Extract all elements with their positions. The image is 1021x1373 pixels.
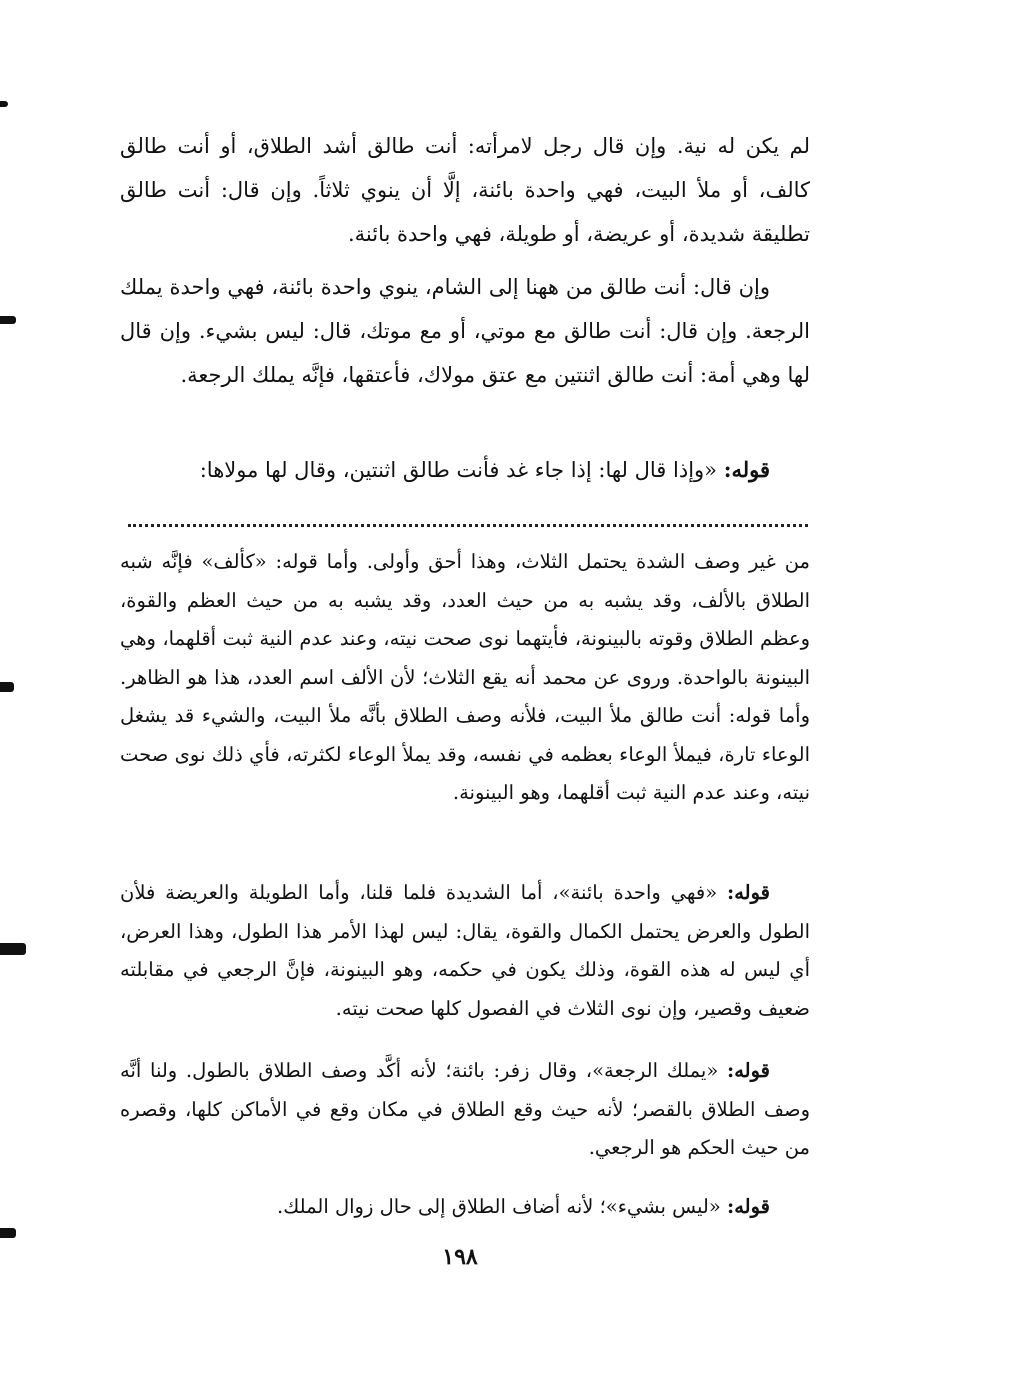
quote-lead: قوله: xyxy=(727,881,770,904)
sharh-paragraph-3 xyxy=(120,1052,810,1168)
matn-paragraph-3 xyxy=(120,448,810,492)
matn-text: لم يكن له نية. وإن قال رجل لامرأته: أنت طالق أشد الطلاق، أو أنت طالق كالف، أو ملأ البيت، فهي واحدة بائنة، إلَّا أن ينوي ثلاثاً. وإن قال: أنت طالق تطليقة شديدة، أو عريضة، أو طويلة، فهي واحدة بائنة. xyxy=(120,134,810,246)
quote-lead: قوله: xyxy=(727,1195,770,1218)
scan-edge-mark xyxy=(0,943,26,955)
matn-paragraph-2 xyxy=(120,265,810,397)
matn-text: «وإذا قال لها: إذا جاء غد فأنت طالق اثنتين، وقال لها مولاها: xyxy=(199,458,718,482)
quote-lead: قوله: xyxy=(727,1059,770,1082)
sharh-paragraph-4 xyxy=(120,1188,810,1227)
page-number: ١٩٨ xyxy=(442,1244,478,1270)
scan-edge-mark xyxy=(0,1228,16,1238)
scan-edge-mark xyxy=(0,682,14,692)
sharh-paragraph-2 xyxy=(120,874,810,1028)
matn-text: وإن قال: أنت طالق من ههنا إلى الشام، ينوي واحدة بائنة، فهي واحدة يملك الرجعة. وإن قال: أنت طالق مع موتي، أو مع موتك، قال: ليس بشيء. وإن قال لها وهي أمة: أنت طالق اثنتين مع عتق مولاك، فأعتقها، فإنَّه يملك الرجعة. xyxy=(120,275,810,387)
sharh-text: «ليس بشيء»؛ لأنه أضاف الطلاق إلى حال زوال الملك. xyxy=(277,1195,721,1218)
sharh-text: «يملك الرجعة»، وقال زفر: بائنة؛ لأنه أكَّد وصف الطلاق بالطول. ولنا أنَّه وصف الطلاق بالقصر؛ لأنه حيث وقع الطلاق في مكان وقع في الأماكن كلها، وقصره من حيث الحكم هو الرجعي. xyxy=(120,1059,810,1159)
sharh-text: من غير وصف الشدة يحتمل الثلاث، وهذا أحق وأولى. وأما قوله: «كألف» فإنَّه شبه الطلاق بالألف، وقد يشبه به من حيث العدد، وقد يشبه به من حيث العظم والقوة، وعظم الطلاق وقوته بالبينونة، فأيتهما نوى صحت نيته، وعند عدم النية ثبت أقلهما، وهي البينونة بالواحدة. وروى عن محمد أنه يقع الثلاث؛ لأن الألف اسم العدد، هذا هو الظاهر. وأما قوله: أنت طالق ملأ البيت، فلأنه وصف الطلاق بأنَّه ملأ البيت، والشيء قد يشغل الوعاء تارة، فيملأ الوعاء بعظمه في نفسه، وقد يملأ الوعاء لكثرته، فأي ذلك نوى صحت نيته، وعند عدم النية ثبت أقلهما، وهو البينونة. xyxy=(120,550,810,804)
scan-edge-mark xyxy=(0,316,16,324)
dotted-separator xyxy=(128,514,808,527)
matn-paragraph-1 xyxy=(120,124,810,256)
scan-edge-mark xyxy=(0,101,8,107)
sharh-paragraph-1 xyxy=(120,543,810,813)
sharh-text: «فهي واحدة بائنة»، أما الشديدة فلما قلنا، وأما الطويلة والعريضة فلأن الطول والعرض يحتمل الكمال والقوة، يقال: ليس لهذا الأمر هذا الطول، وهذا العرض، أي ليس له هذه القوة، وذلك يكون في حكمه، وهو البينونة، فإنَّ الرجعي في مقابلته ضعيف وقصير، وإن نوى الثلاث في الفصول كلها صحت نيته. xyxy=(120,881,810,1020)
quote-lead: قوله: xyxy=(723,457,770,482)
